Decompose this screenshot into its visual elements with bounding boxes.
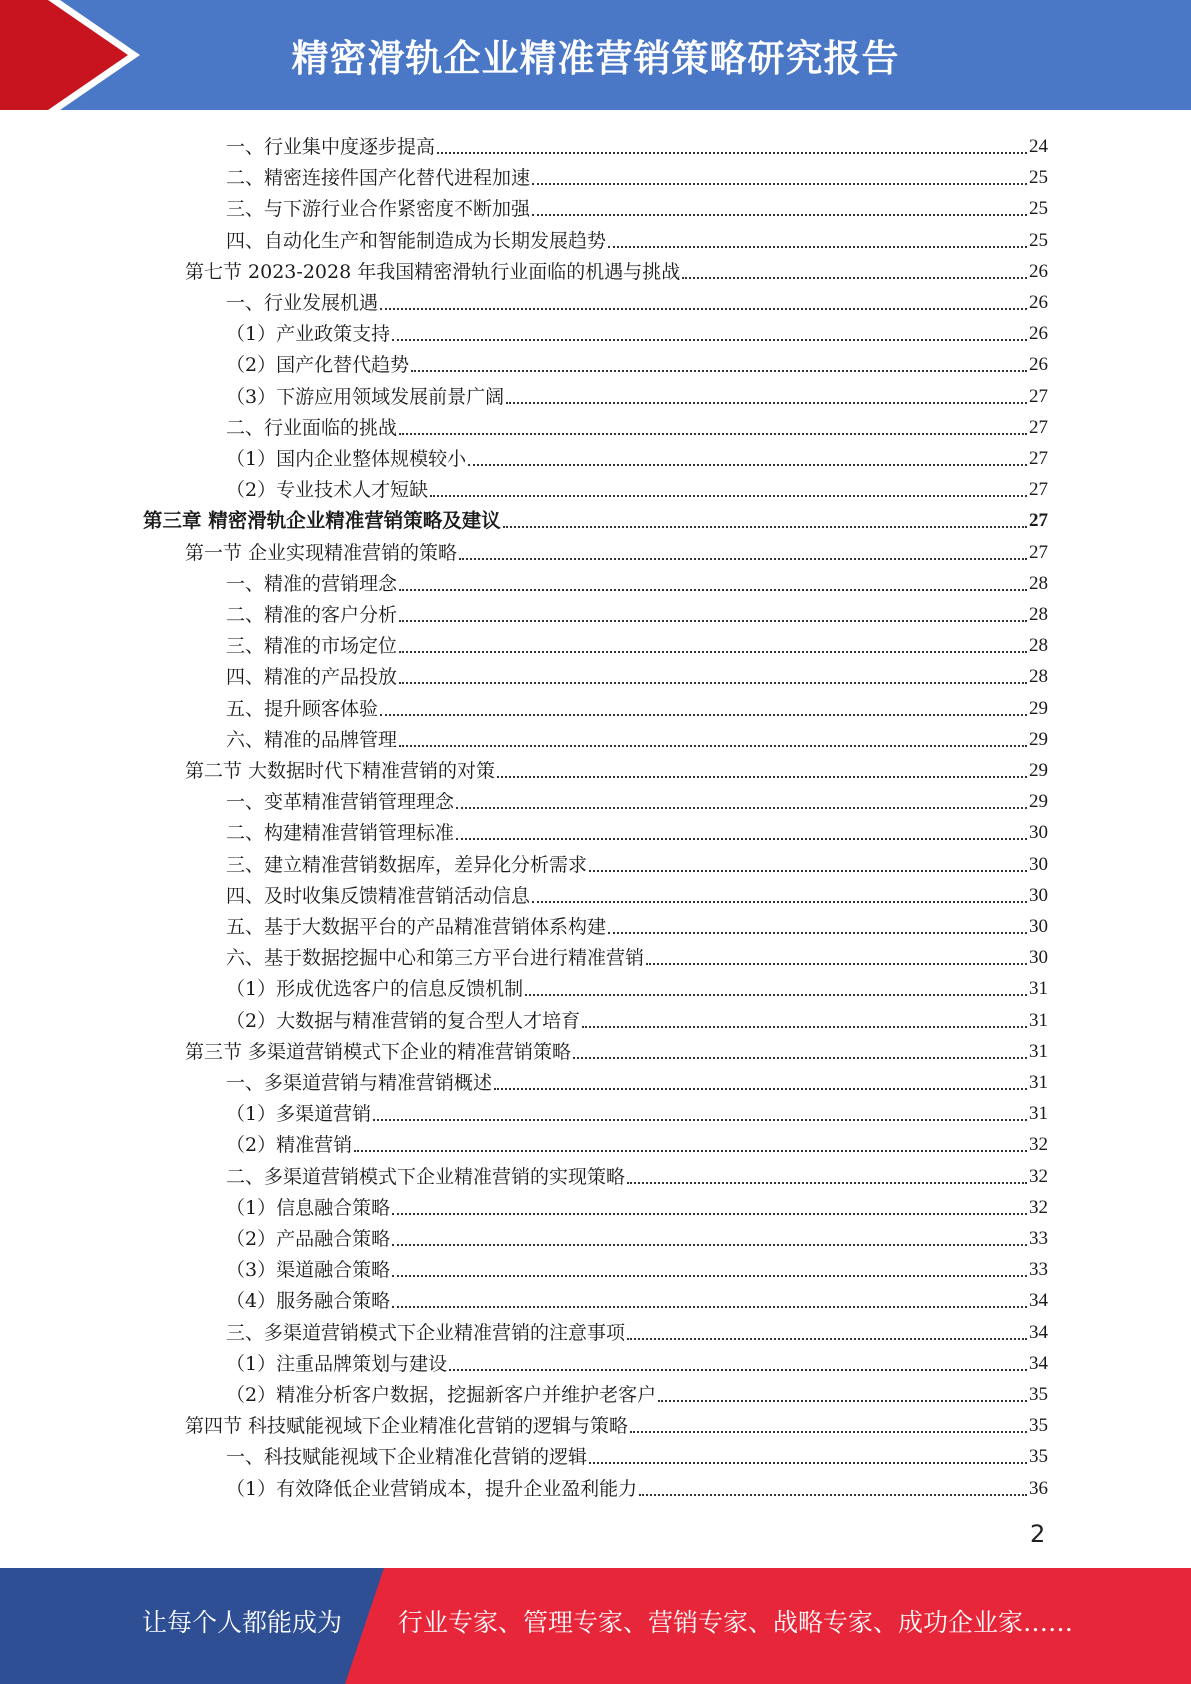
toc-entry-label: 一、科技赋能视域下企业精准化营销的逻辑: [226, 1446, 588, 1469]
toc-dot-leader: [646, 963, 1027, 965]
toc-entry-label: （2）大数据与精准营销的复合型人才培育: [226, 1009, 581, 1032]
toc-entry-label: 一、行业发展机遇: [226, 292, 379, 314]
toc-entry-page: 31: [1029, 978, 1048, 1000]
toc-entry-page: 31: [1029, 1009, 1048, 1031]
toc-entry-page: 29: [1029, 728, 1048, 750]
toc-entry-page: 28: [1029, 635, 1048, 657]
toc-section-entry[interactable]: [185, 1407, 1048, 1438]
toc-entry-label: 第七节 2023-2028 年我国精密滑轨行业面临的机遇与挑战: [185, 260, 681, 283]
toc-entry-page: 27: [1029, 448, 1048, 469]
toc-entry[interactable]: [226, 1002, 1048, 1033]
toc-dot-leader: [399, 745, 1027, 747]
toc-entry-label: 一、多渠道营销与精准营销概述: [226, 1072, 493, 1094]
toc-entry-page: 26: [1029, 260, 1048, 282]
toc-dot-leader: [532, 901, 1027, 903]
toc-dot-leader: [392, 339, 1027, 341]
toc-entry[interactable]: [226, 877, 1048, 908]
footer-slogan-left: 让每个人都能成为: [142, 1608, 343, 1637]
toc-entry-page: 26: [1029, 292, 1048, 313]
toc-entry-page: 30: [1029, 947, 1048, 969]
toc-entry-label: 三、多渠道营销模式下企业精准营销的注意事项: [226, 1321, 626, 1344]
toc-entry[interactable]: [226, 1282, 1048, 1313]
toc-entry[interactable]: [226, 939, 1048, 970]
toc-dot-leader: [627, 1338, 1027, 1340]
toc-entry-label: （1）注重品牌策划与建设: [226, 1352, 448, 1375]
document-title: 精密滑轨企业精准营销策略研究报告: [291, 37, 900, 80]
toc-dot-leader: [399, 682, 1027, 684]
toc-entry-page: 33: [1029, 1228, 1048, 1249]
toc-entry-label: 第二节 大数据时代下精准营销的对策: [185, 760, 496, 782]
toc-dot-leader: [582, 1026, 1027, 1028]
toc-dot-leader: [682, 277, 1027, 279]
toc-dot-leader: [503, 526, 1027, 528]
toc-entry[interactable]: [226, 690, 1048, 721]
toc-entry-label: （1）有效降低企业营销成本，提升企业盈利能力: [226, 1477, 638, 1500]
toc-entry-page: 30: [1029, 916, 1048, 937]
toc-dot-leader: [411, 370, 1027, 372]
footer-slogan-right: 行业专家、管理专家、营销专家、战略专家、成功企业家……: [398, 1608, 1074, 1637]
toc-entry-page: 35: [1029, 1415, 1048, 1437]
toc-entry-page: 32: [1029, 1196, 1048, 1218]
toc-dot-leader: [468, 464, 1027, 466]
toc-entry[interactable]: [226, 1095, 1048, 1126]
toc-dot-leader: [449, 1369, 1027, 1371]
toc-entry[interactable]: [226, 783, 1048, 814]
toc-entry-label: （2）精准营销: [226, 1134, 353, 1157]
toc-entry-page: 30: [1029, 822, 1048, 844]
toc-dot-leader: [399, 620, 1027, 622]
toc-entry-label: （1）形成优选客户的信息反馈机制: [226, 978, 524, 1001]
toc-entry[interactable]: [226, 721, 1048, 752]
toc-entry-label: （3）下游应用领域发展前景广阔: [226, 385, 505, 408]
toc-entry-label: 五、基于大数据平台的产品精准营销体系构建: [226, 916, 607, 938]
toc-entry[interactable]: [226, 284, 1048, 315]
toc-dot-leader: [456, 807, 1027, 809]
toc-entry-page: 31: [1029, 1072, 1048, 1093]
toc-entry-page: 32: [1029, 1134, 1048, 1156]
toc-entry-label: 第三章 精密滑轨企业精准营销策略及建议: [143, 509, 501, 533]
toc-dot-leader: [639, 1494, 1027, 1496]
toc-entry-page: 24: [1029, 136, 1048, 157]
toc-entry[interactable]: [226, 471, 1048, 502]
toc-dot-leader: [373, 1119, 1027, 1121]
toc-dot-leader: [608, 246, 1027, 248]
toc-entry-label: 二、精密连接件国产化替代进程加速: [226, 167, 531, 190]
toc-entry-label: 三、精准的市场定位: [226, 635, 398, 658]
toc-entry[interactable]: [226, 1345, 1048, 1376]
toc-entry-page: 28: [1029, 666, 1048, 688]
toc-dot-leader: [630, 1431, 1027, 1433]
toc-dot-leader: [399, 589, 1027, 591]
toc-entry-label: 第三节 多渠道营销模式下企业的精准营销策略: [185, 1040, 572, 1063]
toc-dot-leader: [380, 308, 1027, 310]
toc-dot-leader: [430, 495, 1027, 497]
toc-entry[interactable]: [226, 378, 1048, 409]
toc-dot-leader: [392, 1244, 1027, 1246]
toc-entry[interactable]: [226, 565, 1048, 596]
toc-entry-page: 28: [1029, 604, 1048, 625]
toc-entry-label: 四、自动化生产和智能制造成为长期发展趋势: [226, 229, 607, 252]
toc-entry-page: 34: [1029, 1352, 1048, 1374]
toc-entry-page: 27: [1029, 541, 1048, 563]
toc-entry[interactable]: [226, 1220, 1048, 1251]
toc-entry[interactable]: [226, 346, 1048, 377]
toc-entry-label: 二、精准的客户分析: [226, 604, 398, 626]
toc-entry-page: 34: [1029, 1290, 1048, 1312]
toc-entry-page: 36: [1029, 1477, 1048, 1499]
toc-entry[interactable]: [226, 1126, 1048, 1157]
toc-entry[interactable]: [226, 128, 1048, 159]
page-footer: [0, 1568, 1191, 1684]
toc-entry-page: 30: [1029, 853, 1048, 875]
toc-section-entry[interactable]: [185, 1033, 1048, 1064]
toc-entry-label: （2）专业技术人才短缺: [226, 479, 429, 502]
toc-entry-label: 第四节 科技赋能视域下企业精准化营销的逻辑与策略: [185, 1415, 629, 1438]
toc-dot-leader: [532, 183, 1027, 185]
toc-entry-page: 35: [1029, 1384, 1048, 1405]
toc-entry-label: 四、精准的产品投放: [226, 666, 398, 689]
toc-dot-leader: [399, 651, 1027, 653]
toc-entry[interactable]: [226, 1438, 1048, 1469]
toc-entry[interactable]: [226, 908, 1048, 939]
toc-entry-page: 27: [1029, 385, 1048, 407]
toc-entry-label: （2）精准分析客户数据，挖掘新客户并维护老客户: [226, 1384, 657, 1406]
toc-entry-page: 29: [1029, 791, 1048, 813]
toc-entry[interactable]: [226, 190, 1048, 221]
toc-dot-leader: [392, 1275, 1027, 1277]
toc-entry[interactable]: [226, 1189, 1048, 1220]
toc-dot-leader: [658, 1400, 1027, 1402]
toc-entry-page: 29: [1029, 697, 1048, 719]
toc-entry-label: （1）信息融合策略: [226, 1196, 391, 1219]
toc-entry-page: 30: [1029, 884, 1048, 906]
toc-entry-label: （2）产品融合策略: [226, 1228, 391, 1250]
toc-entry-label: 二、多渠道营销模式下企业精准营销的实现策略: [226, 1165, 626, 1188]
toc-entry-page: 32: [1029, 1165, 1048, 1187]
toc-entry-label: 一、变革精准营销管理理念: [226, 791, 455, 814]
toc-dot-leader: [589, 1462, 1027, 1464]
toc-entry-page: 25: [1029, 198, 1048, 220]
toc-entry[interactable]: [226, 814, 1048, 845]
toc-entry-page: 25: [1029, 229, 1048, 251]
toc-entry[interactable]: [226, 658, 1048, 689]
toc-dot-leader: [392, 1213, 1027, 1215]
toc-entry-page: 25: [1029, 167, 1048, 189]
toc-dot-leader: [380, 714, 1027, 716]
toc-dot-leader: [532, 214, 1027, 216]
page-header: [0, 0, 1191, 110]
toc-dot-leader: [437, 152, 1027, 154]
page-number: 2: [1030, 1520, 1046, 1548]
toc-entry-label: 四、及时收集反馈精准营销活动信息: [226, 884, 531, 907]
toc-section-entry[interactable]: [185, 534, 1048, 565]
toc-entry-page: 29: [1029, 760, 1048, 781]
toc-entry-page: 28: [1029, 572, 1048, 594]
toc-entry-label: 六、基于数据挖掘中心和第三方平台进行精准营销: [226, 947, 645, 970]
toc-entry-page: 26: [1029, 323, 1048, 345]
toc-dot-leader: [497, 776, 1027, 778]
toc-dot-leader: [506, 402, 1027, 404]
toc-entry-label: （4）服务融合策略: [226, 1290, 391, 1313]
toc-entry-page: 27: [1029, 416, 1048, 438]
toc-entry-label: 一、精准的营销理念: [226, 572, 398, 595]
toc-entry-label: 三、建立精准营销数据库，差异化分析需求: [226, 853, 588, 876]
toc-entry[interactable]: [226, 159, 1048, 190]
toc-entry-page: 27: [1029, 479, 1048, 501]
toc-entry-page: 26: [1029, 354, 1048, 376]
toc-entry-label: 二、构建精准营销管理标准: [226, 822, 455, 845]
toc-entry-label: 一、行业集中度逐步提高: [226, 136, 436, 158]
toc-dot-leader: [494, 1088, 1027, 1090]
toc-entry[interactable]: [226, 1314, 1048, 1345]
toc-entry[interactable]: [226, 970, 1048, 1001]
toc-entry[interactable]: [226, 1251, 1048, 1282]
toc-entry-page: 34: [1029, 1321, 1048, 1343]
toc-entry[interactable]: [226, 409, 1048, 440]
toc-entry-label: （2）国产化替代趋势: [226, 354, 410, 377]
toc-entry[interactable]: [226, 1470, 1048, 1501]
toc-dot-leader: [354, 1150, 1027, 1152]
toc-section-entry[interactable]: [185, 253, 1048, 284]
toc-entry[interactable]: [226, 1064, 1048, 1095]
toc-entry-page: 33: [1029, 1259, 1048, 1281]
toc-entry[interactable]: [226, 1158, 1048, 1189]
toc-chapter-entry[interactable]: [143, 502, 1048, 533]
toc-dot-leader: [589, 870, 1027, 872]
toc-entry-page: 35: [1029, 1446, 1048, 1468]
toc-entry[interactable]: [226, 222, 1048, 253]
toc-entry-label: 二、行业面临的挑战: [226, 416, 398, 439]
toc-dot-leader: [627, 1182, 1027, 1184]
toc-dot-leader: [525, 994, 1027, 996]
toc-dot-leader: [399, 433, 1027, 435]
toc-entry-page: 31: [1029, 1040, 1048, 1062]
toc-entry[interactable]: [226, 627, 1048, 658]
toc-entry-page: 31: [1029, 1103, 1048, 1125]
toc-entry-label: 五、提升顾客体验: [226, 697, 379, 720]
toc-entry-label: （3）渠道融合策略: [226, 1259, 391, 1282]
toc-entry-label: （1）产业政策支持: [226, 323, 391, 346]
toc-entry[interactable]: [226, 1376, 1048, 1407]
toc-entry[interactable]: [226, 596, 1048, 627]
toc-entry-label: （1）国内企业整体规模较小: [226, 448, 467, 470]
toc-entry-label: 六、精准的品牌管理: [226, 728, 398, 751]
toc-dot-leader: [456, 838, 1027, 840]
toc-entry-label: 三、与下游行业合作紧密度不断加强: [226, 198, 531, 221]
toc-entry[interactable]: [226, 315, 1048, 346]
toc-dot-leader: [573, 1057, 1027, 1059]
toc-section-entry[interactable]: [185, 752, 1048, 783]
toc-entry[interactable]: [226, 846, 1048, 877]
toc-dot-leader: [392, 1306, 1027, 1308]
toc-entry[interactable]: [226, 440, 1048, 471]
toc-dot-leader: [608, 932, 1027, 934]
toc-dot-leader: [459, 558, 1027, 560]
toc-entry-page: 27: [1029, 510, 1048, 532]
toc-entry-label: （1）多渠道营销: [226, 1103, 372, 1126]
toc-entry-label: 第一节 企业实现精准营销的策略: [185, 541, 458, 564]
